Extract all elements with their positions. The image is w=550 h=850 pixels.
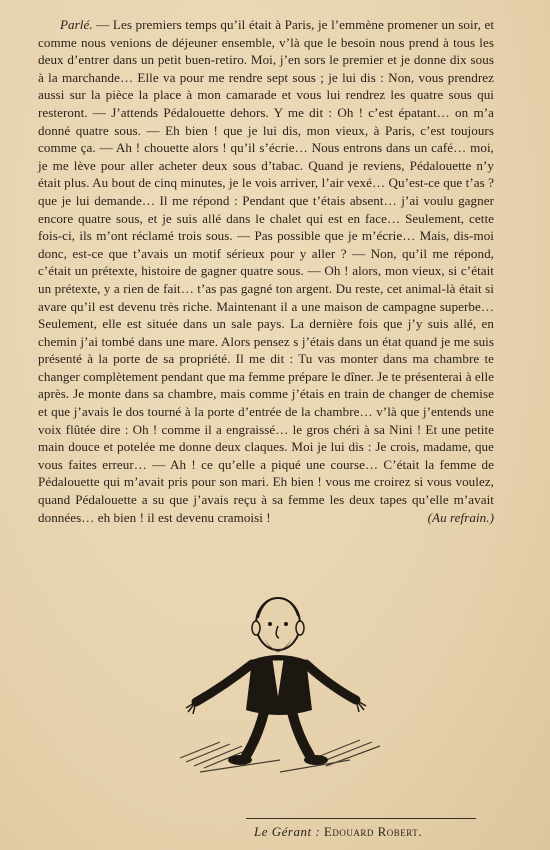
footer-label: Le Gérant : [254, 824, 321, 839]
speaker-label: Parlé. [60, 17, 93, 32]
caricature-man-figure-icon [160, 590, 390, 790]
monologue-body: — Les premiers temps qu’il était à Paris, je l’emmène promener un soir, et comme nous venions de déjeuner ensemble, v’là que le besoin nous prend à tous les deux d’entrer dans un petit buen-retiro. Moi, j’en sors le premier et je donne dix sous à la marchande… Elle va pour me rendre sept sous ; je lui dis : Non, vous prendrez aussi sur la pièce la place à mon camarade et vous lui rendrez les quatre sous qui resteront. — J’attends Pédalouette dehors. Y me dit : Oh ! c’est épatant… on m’a donné quatre sous. — Eh bien ! que je lui dis, mon vieux, à Paris, c’est toujours comme ça. — Ah ! chouette alors ! qu’il s’écrie… Nous entrons dans un café… moi, je me lève pour aller acheter deux sous d’tabac. Quand je reviens, Pédalouette n’y était plus. Au bout de cinq minutes, je le vois arriver, l’air vexé… Qu’est-ce que t’as ? que je lui demande… Il me répond : Pendant que t’étais absent… j’ai voulu gagner encore quatre sous, et je suis allé dans le chalet qui est en face… Seulement, cette fois-ci, ils m’ont réclamé trois sous. — Pas possible que je m’écrie… Mais, dis-moi donc, est-ce que t’avais un motif sérieux pour y aller ? — Non, qu’il me répond, c’était un prétexte, histoire de gagner quatre sous. — Oh ! alors, mon vieux, si c’était un prétexte, y a rien de fait… t’as pas gagné ton argent. Du reste, cet animal-là était si avare qu’il est devenu très riche. Maintenant il a une maison de campagne superbe… Seulement, elle est située dans un sale pays. La dernière fois que j’y suis allé, en chemin j’ai tombé dans une mare. Alors pensez s j’étais dans un état quand je me suis présenté à la porte de sa propriété. Il me dit : Tu vas monter dans ma chambre te changer complètement pendant que ma femme prépare le dîner. Je te présenterai à elle après. Je monte dans sa chambre, mais comme j’étais en train de changer de chemise et que j’avais le dos tourné à la porte d’entrée de la chambre… v’là que j’entends une voix flûtée dire : Oh ! comme il a engraissé… le gros chéri à sa Nini ! Et une petite main douce et potelée me donne deux claques. Moi je lui dis : Je crois, madame, que vous faites erreur… — Ah ! ce qu’elle a piqué une course… C’était la femme de Pédalouette qui m’avait pris pour son mari. Eh bien ! vous me croirez si vous voulez, quand Pédalouette a su que j’avais reçu à sa femme les deux tapes qu’elle m’avait données… eh bien ! il est devenu cramoisi ! [38, 17, 495, 525]
footer-name: Edouard Robert. [323, 824, 422, 839]
footer-credit [254, 824, 422, 840]
footer-divider [246, 818, 476, 819]
refrain-note: (Au refrain.) [427, 509, 494, 525]
monologue-text [38, 16, 494, 526]
